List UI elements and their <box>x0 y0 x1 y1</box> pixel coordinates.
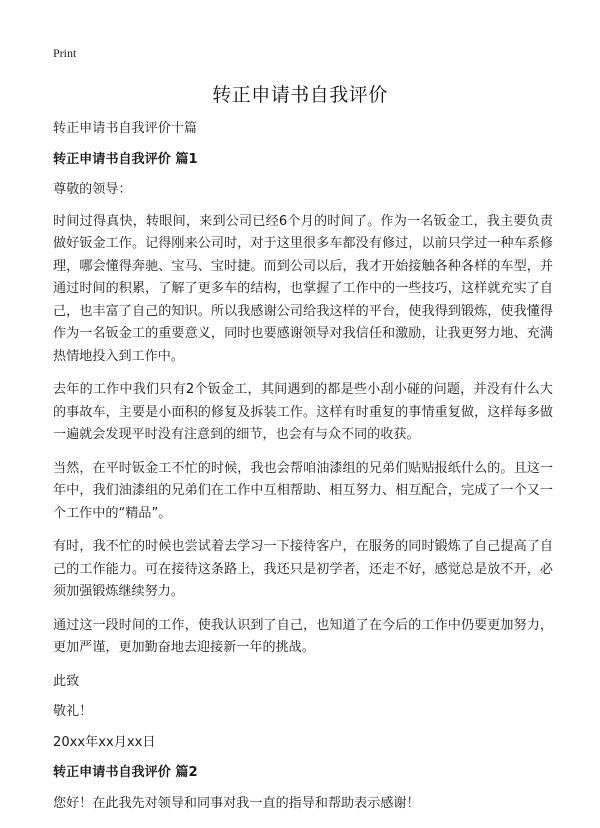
salutation: 尊敬的领导： <box>53 182 132 197</box>
closing-line-2: 敬礼！ <box>53 704 93 719</box>
body-paragraph: 通过这一段时间的工作，使我认识到了自己，也知道了在今后的工作中仍要更加努力，更加严谨，更加勤奋地去迎接新一年的挑战。 <box>53 617 553 655</box>
page-title: 转正申请书自我评价 <box>212 84 388 106</box>
document-body <box>53 118 553 826</box>
closing-line-1: 此致 <box>53 673 80 689</box>
section-heading-2: 转正申请书自我评价 篇2 <box>53 765 198 780</box>
body-paragraph: 当然，在平时钣金工不忙的时候，我也会帮咱油漆组的兄弟们贴贴报纸什么的。且这一年中，我们油漆组的兄弟们在工作中互相帮助、相互努力、相互配合，完成了一个又一个工作中的“精品”。 <box>53 460 553 521</box>
date-line: 20xx年xx月xx日 <box>53 734 156 750</box>
print-link[interactable]: Print <box>53 46 77 60</box>
document-subtitle: 转正申请书自我评价十篇 <box>53 121 198 136</box>
body-paragraph: 时间过得真快，转眼间，来到公司已经6个月的时间了。作为一名钣金工，我主要负责做好钣金工作。记得刚来公司时，对于这里很多车都没有修过，以前只学过一种车系修理，哪会懂得奔驰、宝马、宝时捷。而到公司以后，我才开始接触各种各样的车型，并通过时间的积累，了解了更多车的结构，也掌握了工作中的一些技巧，这样就充实了自己，也丰富了自己的知识。所以我感谢公司给我这样的平台，使我得到锻炼，使我懂得作为一名钣金工的重要意义，同时也要感谢领导对我信任和激励，让我更努力地、充满热情地投入到工作中。 <box>53 213 553 364</box>
section-heading-1: 转正申请书自我评价 篇1 <box>53 151 198 167</box>
section2-opening: 您好！在此我先对领导和同事对我一直的指导和帮助表示感谢！ <box>53 795 420 811</box>
body-paragraph: 有时，我不忙的时候也尝试着去学习一下接待客户，在服务的同时锻炼了自己提高了自己的工作能力。可在接待这条路上，我还只是初学者，还走不好，感觉总是放不开，必须加强锻炼继续努力。 <box>53 539 553 599</box>
body-paragraph: 去年的工作中我们只有2个钣金工，其间遇到的都是些小刮小碰的问题，并没有什么大的事故车，主要是小面积的修复及拆装工作。这样有时重复的事情重复做，这样每多做一遍就会发现平时没有注意到的细节，也会有与众不同的收获。 <box>53 382 553 442</box>
